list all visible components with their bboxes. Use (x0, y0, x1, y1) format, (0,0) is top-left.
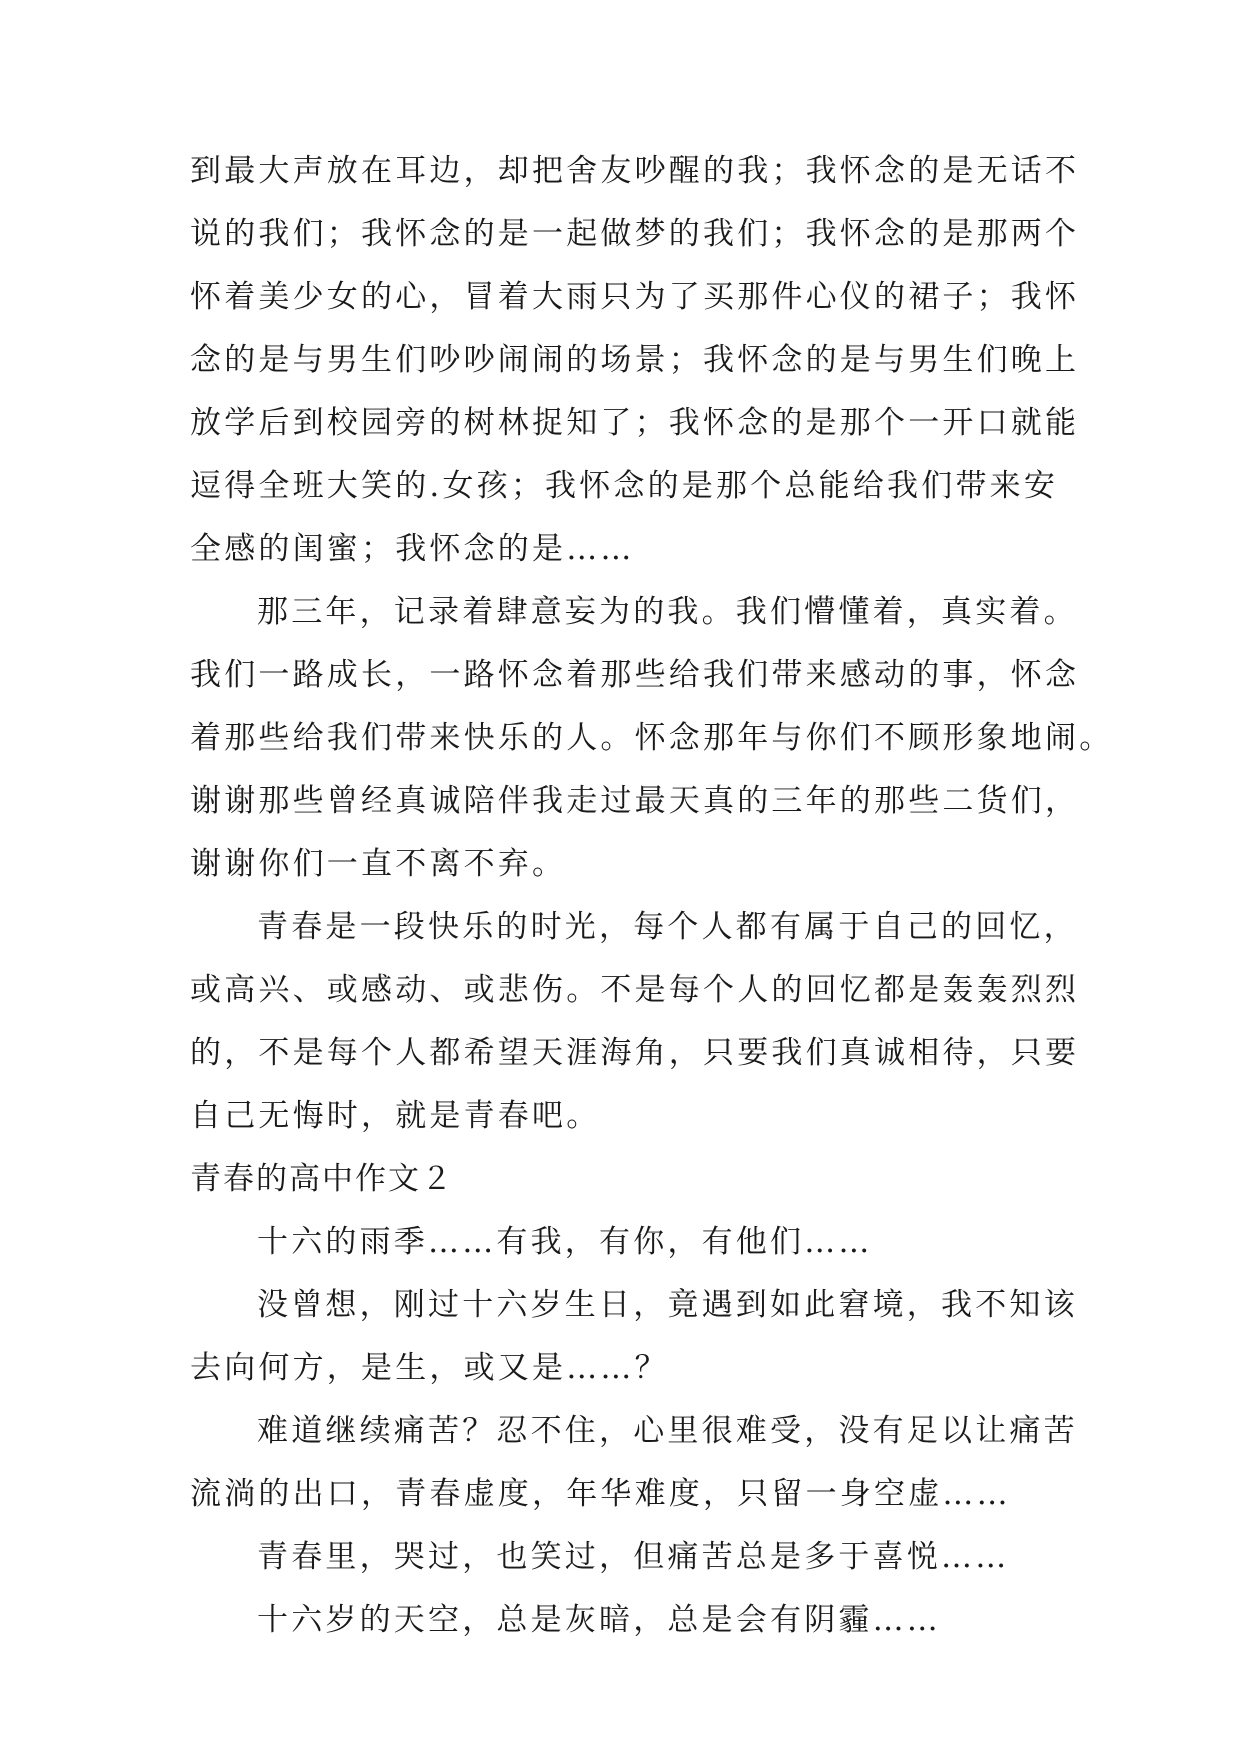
paragraph-first-line: 青春是一段快乐的时光，每个人都有属于自己的回忆， (257, 909, 1078, 945)
text-line: 去向何方，是生，或又是……？ (190, 1350, 669, 1386)
paragraph-first-line: 没曾想，刚过十六岁生日，竟遇到如此窘境，我不知该 (257, 1287, 1078, 1323)
text-line: 流淌的出口，青春虚度，年华难度，只留一身空虚…… (190, 1476, 1011, 1512)
text-line: 全感的闺蜜；我怀念的是…… (190, 531, 635, 567)
text-line: 我们一路成长，一路怀念着那些给我们带来感动的事，怀念 (190, 657, 1080, 693)
text-line: 谢谢那些曾经真诚陪伴我走过最天真的三年的那些二货们， (190, 783, 1080, 819)
text-line: 着那些给我们带来快乐的人。怀念那年与你们不顾形象地闹。 (190, 720, 1114, 756)
paragraph-first-line: 难道继续痛苦？忍不住，心里很难受，没有足以让痛苦 (257, 1413, 1078, 1449)
paragraph-first-line: 那三年，记录着肆意妄为的我。我们懵懂着，真实着。 (257, 594, 1078, 630)
text-line: 谢谢你们一直不离不弃。 (190, 846, 567, 882)
text-line: 怀着美少女的心，冒着大雨只为了买那件心仪的裙子；我怀 (190, 279, 1080, 315)
text-line: 或高兴、或感动、或悲伤。不是每个人的回忆都是轰轰烈烈 (190, 972, 1080, 1008)
text-line: 的，不是每个人都希望天涯海角，只要我们真诚相待，只要 (190, 1035, 1080, 1071)
paragraph-first-line: 十六的雨季……有我，有你，有他们…… (257, 1224, 873, 1260)
text-line: 念的是与男生们吵吵闹闹的场景；我怀念的是与男生们晚上 (190, 342, 1080, 378)
section-heading: 青春的高中作文２ (190, 1161, 454, 1197)
paragraph-first-line: 青春里，哭过，也笑过，但痛苦总是多于喜悦…… (257, 1539, 1010, 1575)
text-line: 说的我们；我怀念的是一起做梦的我们；我怀念的是那两个 (190, 216, 1080, 252)
text-line: 逗得全班大笑的.女孩；我怀念的是那个总能给我们带来安 (190, 468, 1059, 504)
text-line: 放学后到校园旁的树林捉知了；我怀念的是那个一开口就能 (190, 405, 1080, 441)
paragraph-first-line: 十六岁的天空，总是灰暗，总是会有阴霾…… (257, 1602, 941, 1638)
text-line: 到最大声放在耳边，却把舍友吵醒的我；我怀念的是无话不 (190, 153, 1080, 189)
text-line: 自己无悔时，就是青春吧。 (190, 1098, 601, 1134)
